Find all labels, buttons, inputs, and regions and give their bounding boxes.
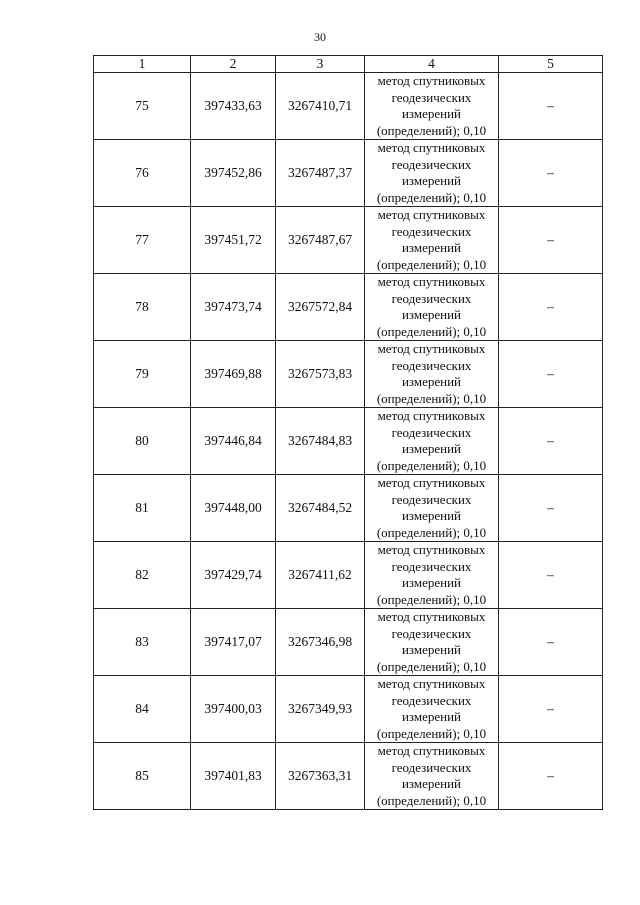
coordinates-table — [93, 55, 603, 810]
x-coordinate-cell: 397417,07 — [191, 609, 276, 676]
method-cell — [365, 542, 499, 609]
x-coordinate-cell: 397433,63 — [191, 73, 276, 140]
method-text-line: геодезических — [391, 491, 472, 507]
point-number-cell: 77 — [94, 207, 191, 274]
note-cell: – — [499, 743, 603, 810]
note-cell: – — [499, 73, 603, 140]
x-coordinate-cell: 397473,74 — [191, 274, 276, 341]
column-header: 3 — [276, 56, 365, 73]
point-number-cell: 81 — [94, 475, 191, 542]
method-text-line: (определений); 0,10 — [376, 256, 487, 272]
point-number-cell: 84 — [94, 676, 191, 743]
table-row — [94, 475, 603, 542]
note-cell: – — [499, 341, 603, 408]
x-coordinate-cell: 397451,72 — [191, 207, 276, 274]
y-coordinate-cell: 3267349,93 — [276, 676, 365, 743]
method-text-line: метод спутниковых — [377, 274, 486, 289]
y-coordinate-cell: 3267572,84 — [276, 274, 365, 341]
y-coordinate-cell: 3267484,83 — [276, 408, 365, 475]
point-number-cell: 80 — [94, 408, 191, 475]
table-row — [94, 274, 603, 341]
point-number-cell: 76 — [94, 140, 191, 207]
method-text-line: измерений — [401, 709, 462, 724]
method-text-line: геодезических — [391, 424, 472, 440]
method-text-line: метод спутниковых — [377, 207, 486, 222]
point-number-cell: 85 — [94, 743, 191, 810]
method-cell — [365, 140, 499, 207]
y-coordinate-cell: 3267410,71 — [276, 73, 365, 140]
method-text-line: измерений — [401, 508, 462, 523]
point-number-cell: 75 — [94, 73, 191, 140]
method-text-line: измерений — [401, 240, 462, 255]
column-header: 4 — [365, 56, 499, 73]
method-cell — [365, 475, 499, 542]
x-coordinate-cell: 397400,03 — [191, 676, 276, 743]
method-text-line: (определений); 0,10 — [376, 189, 487, 205]
method-text-line: геодезических — [391, 759, 472, 775]
method-text-line: измерений — [401, 106, 462, 121]
method-text-line: геодезических — [391, 290, 472, 306]
column-header: 2 — [191, 56, 276, 73]
note-cell: – — [499, 475, 603, 542]
method-text-line: метод спутниковых — [377, 676, 486, 691]
x-coordinate-cell: 397429,74 — [191, 542, 276, 609]
method-text-line: метод спутниковых — [377, 609, 486, 624]
method-text-line: измерений — [401, 374, 462, 389]
x-coordinate-cell: 397469,88 — [191, 341, 276, 408]
method-text-line: (определений); 0,10 — [376, 323, 487, 339]
method-text-line: метод спутниковых — [377, 475, 486, 490]
method-text-line: геодезических — [391, 625, 472, 641]
table-row — [94, 542, 603, 609]
table-row — [94, 609, 603, 676]
table-header-row — [94, 56, 603, 73]
method-text-line: измерений — [401, 575, 462, 590]
method-text-line: измерений — [401, 173, 462, 188]
note-cell: – — [499, 274, 603, 341]
note-cell: – — [499, 676, 603, 743]
method-text-line: (определений); 0,10 — [376, 658, 487, 674]
x-coordinate-cell: 397448,00 — [191, 475, 276, 542]
x-coordinate-cell: 397401,83 — [191, 743, 276, 810]
note-cell: – — [499, 207, 603, 274]
table-row — [94, 743, 603, 810]
page-number: 30 — [314, 30, 326, 44]
method-cell — [365, 743, 499, 810]
method-text-line: измерений — [401, 441, 462, 456]
y-coordinate-cell: 3267411,62 — [276, 542, 365, 609]
method-cell — [365, 609, 499, 676]
method-text-line: (определений); 0,10 — [376, 122, 487, 138]
method-text-line: геодезических — [391, 89, 472, 105]
column-header: 1 — [94, 56, 191, 73]
note-cell: – — [499, 609, 603, 676]
y-coordinate-cell: 3267346,98 — [276, 609, 365, 676]
method-text-line: метод спутниковых — [377, 542, 486, 557]
method-text-line: метод спутниковых — [377, 140, 486, 155]
point-number-cell: 83 — [94, 609, 191, 676]
method-cell — [365, 73, 499, 140]
y-coordinate-cell: 3267363,31 — [276, 743, 365, 810]
method-text-line: (определений); 0,10 — [376, 792, 487, 808]
method-text-line: (определений); 0,10 — [376, 591, 487, 607]
point-number-cell: 82 — [94, 542, 191, 609]
note-cell: – — [499, 140, 603, 207]
y-coordinate-cell: 3267487,37 — [276, 140, 365, 207]
method-cell — [365, 408, 499, 475]
method-text-line: (определений); 0,10 — [376, 457, 487, 473]
y-coordinate-cell: 3267484,52 — [276, 475, 365, 542]
method-cell — [365, 341, 499, 408]
point-number-cell: 79 — [94, 341, 191, 408]
method-text-line: геодезических — [391, 156, 472, 172]
table-row — [94, 676, 603, 743]
method-text-line: метод спутниковых — [377, 743, 486, 758]
method-cell — [365, 274, 499, 341]
x-coordinate-cell: 397452,86 — [191, 140, 276, 207]
x-coordinate-cell: 397446,84 — [191, 408, 276, 475]
method-text-line: (определений); 0,10 — [376, 524, 487, 540]
method-text-line: геодезических — [391, 357, 472, 373]
table-row — [94, 341, 603, 408]
y-coordinate-cell: 3267573,83 — [276, 341, 365, 408]
note-cell: – — [499, 408, 603, 475]
table-row — [94, 207, 603, 274]
note-cell: – — [499, 542, 603, 609]
method-text-line: (определений); 0,10 — [376, 725, 487, 741]
table-row — [94, 140, 603, 207]
table-row — [94, 73, 603, 140]
method-text-line: геодезических — [391, 692, 472, 708]
y-coordinate-cell: 3267487,67 — [276, 207, 365, 274]
method-text-line: метод спутниковых — [377, 341, 486, 356]
method-text-line: метод спутниковых — [377, 73, 486, 88]
method-text-line: измерений — [401, 776, 462, 791]
method-text-line: измерений — [401, 642, 462, 657]
method-text-line: геодезических — [391, 223, 472, 239]
method-text-line: геодезических — [391, 558, 472, 574]
method-text-line: метод спутниковых — [377, 408, 486, 423]
method-cell — [365, 207, 499, 274]
point-number-cell: 78 — [94, 274, 191, 341]
table-row — [94, 408, 603, 475]
method-text-line: (определений); 0,10 — [376, 390, 487, 406]
column-header: 5 — [499, 56, 603, 73]
method-text-line: измерений — [401, 307, 462, 322]
method-cell — [365, 676, 499, 743]
